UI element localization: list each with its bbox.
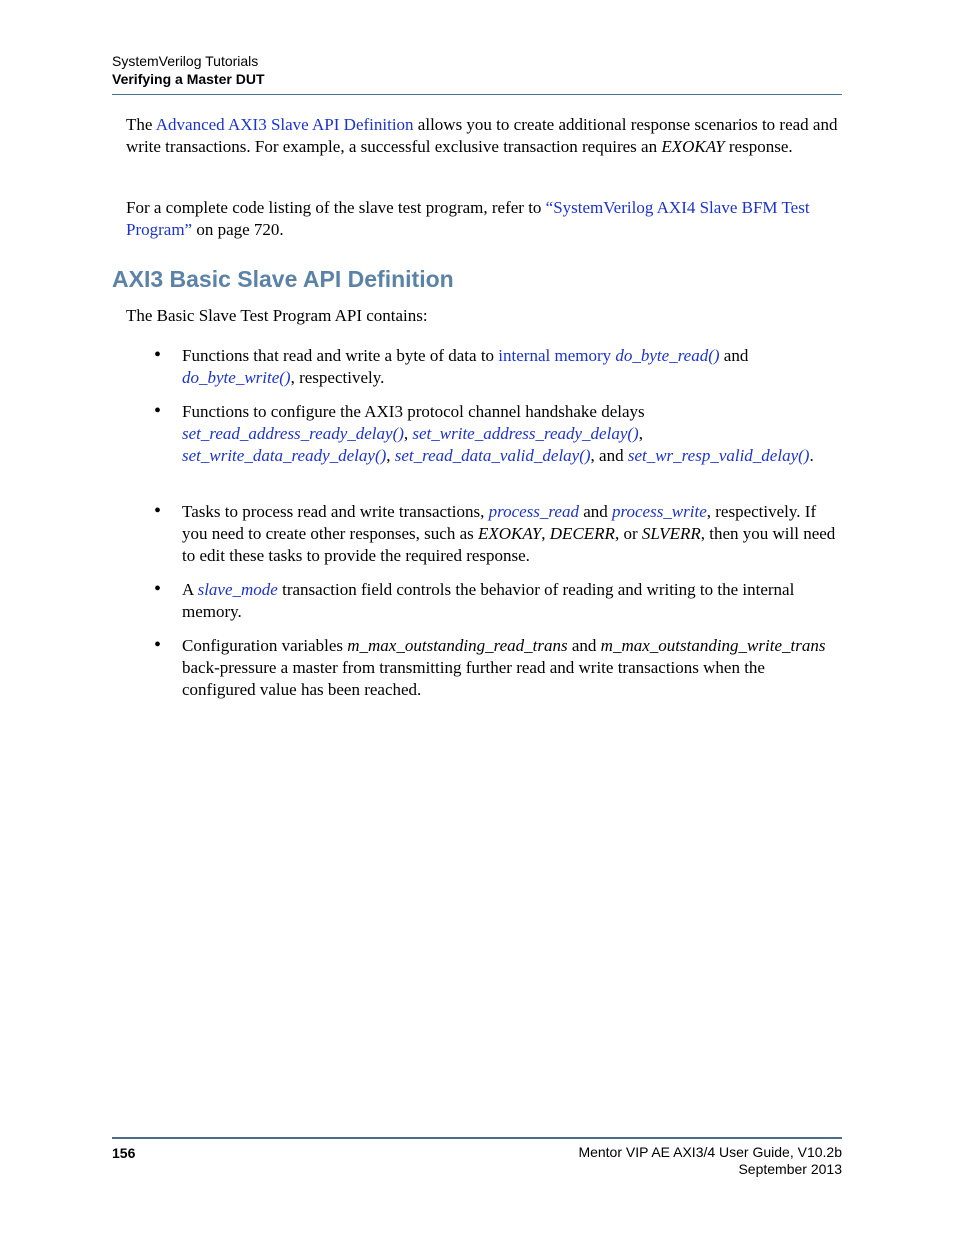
set-read-data-valid-delay-link[interactable] xyxy=(395,446,591,465)
footer-info xyxy=(578,1144,842,1178)
text-run: For a complete code listing of the slave test program, refer to xyxy=(126,198,546,217)
link-text: set_read_address_ready_delay() xyxy=(182,424,404,443)
text-run: , xyxy=(386,446,395,465)
text-run: transaction field controls the behavior of reading and writing to the internal memory. xyxy=(182,580,795,621)
text-run: Functions to configure the AXI3 protocol channel handshake delays xyxy=(182,402,645,421)
do-byte-write-link[interactable] xyxy=(182,368,291,387)
intro-paragraph xyxy=(126,114,842,158)
page-number: 156 xyxy=(112,1145,136,1161)
link-text: set_wr_resp_valid_delay() xyxy=(627,446,810,465)
running-header xyxy=(112,52,265,88)
process-read-link[interactable] xyxy=(489,502,579,521)
text-run: The xyxy=(126,115,156,134)
emphasis: EXOKAY xyxy=(477,524,542,543)
text-run: A xyxy=(182,580,198,599)
emphasis: SLVERR xyxy=(641,524,701,543)
footer-guide-title: Mentor VIP AE AXI3/4 User Guide, V10.2b xyxy=(578,1144,842,1160)
text-run: , then you will need to edit these tasks to provide the required response. xyxy=(182,524,836,565)
bullet-marker: • xyxy=(154,578,162,600)
text-run: , respectively. xyxy=(290,368,385,387)
text-run: and xyxy=(567,636,601,655)
text-run: , xyxy=(403,424,413,443)
emphasis: DECERR xyxy=(549,524,615,543)
text-run: , xyxy=(638,424,643,443)
advanced-api-link[interactable]: Advanced AXI3 Slave API Definition xyxy=(155,115,414,134)
text-run: on page 720. xyxy=(192,220,284,239)
link-text: set_write_address_ready_delay() xyxy=(412,424,639,443)
link-text: do_byte_write() xyxy=(182,368,291,387)
do-byte-read-link[interactable] xyxy=(615,346,719,365)
set-write-address-ready-delay-link[interactable] xyxy=(412,424,638,443)
bullet-marker: • xyxy=(154,400,162,422)
text-run: Functions that read and write a byte of data to xyxy=(182,346,499,365)
bullet-marker: • xyxy=(154,500,162,522)
text-run: Configuration variables xyxy=(182,636,348,655)
text-run: . xyxy=(809,446,814,465)
header-section: SystemVerilog Tutorials xyxy=(112,53,259,69)
text-run: and xyxy=(578,502,612,521)
set-read-address-ready-delay-link[interactable] xyxy=(182,424,404,443)
set-wr-resp-valid-delay-link[interactable] xyxy=(628,446,810,465)
footer-date: September 2013 xyxy=(738,1161,842,1177)
list-item xyxy=(182,501,842,567)
link-text: process_read xyxy=(488,502,579,521)
internal-memory-link[interactable]: internal memory xyxy=(498,346,612,365)
text-run: response. xyxy=(724,137,793,156)
link-text: set_write_data_ready_delay() xyxy=(182,446,387,465)
list-item xyxy=(182,635,842,701)
link-text: set_read_data_valid_delay() xyxy=(394,446,591,465)
link-text: process_write xyxy=(612,502,707,521)
text-run: , and xyxy=(590,446,628,465)
bullet-marker: • xyxy=(154,344,162,366)
api-intro-paragraph: The Basic Slave Test Program API contains: xyxy=(126,306,428,325)
link-text: do_byte_read() xyxy=(615,346,720,365)
footer-rule xyxy=(112,1137,842,1139)
code-listing-paragraph xyxy=(126,197,842,241)
list-item xyxy=(182,401,842,467)
section-heading: AXI3 Basic Slave API Definition xyxy=(112,266,454,292)
bullet-marker: • xyxy=(154,634,162,656)
text-run: , or xyxy=(614,524,642,543)
header-rule xyxy=(112,94,842,95)
link-text: slave_mode xyxy=(197,580,278,599)
list-item xyxy=(182,345,842,389)
text-run: and xyxy=(719,346,749,365)
process-write-link[interactable] xyxy=(612,502,707,521)
test-program-link[interactable]: “SystemVerilog AXI4 Slave BFM Test Program” xyxy=(126,198,810,239)
emphasis: m_max_outstanding_write_trans xyxy=(600,636,826,655)
text-run: , xyxy=(541,524,550,543)
header-subsection: Verifying a Master DUT xyxy=(112,71,265,87)
text-run: back-pressure a master from transmitting further read and write transactions when the configured value has been reached. xyxy=(182,658,765,699)
list-item xyxy=(182,579,842,623)
text-run: , respectively. If you need to create other responses, such as xyxy=(182,502,817,543)
emphasis: m_max_outstanding_read_trans xyxy=(347,636,568,655)
slave-mode-link[interactable] xyxy=(198,580,278,599)
text-run: Tasks to process read and write transactions, xyxy=(182,502,489,521)
emphasis: EXOKAY xyxy=(661,137,725,156)
text-run: allows you to create additional response scenarios to read and write transactions. For example, a successful exclusive transaction requires an xyxy=(126,115,838,156)
set-write-data-ready-delay-link[interactable] xyxy=(182,446,386,465)
